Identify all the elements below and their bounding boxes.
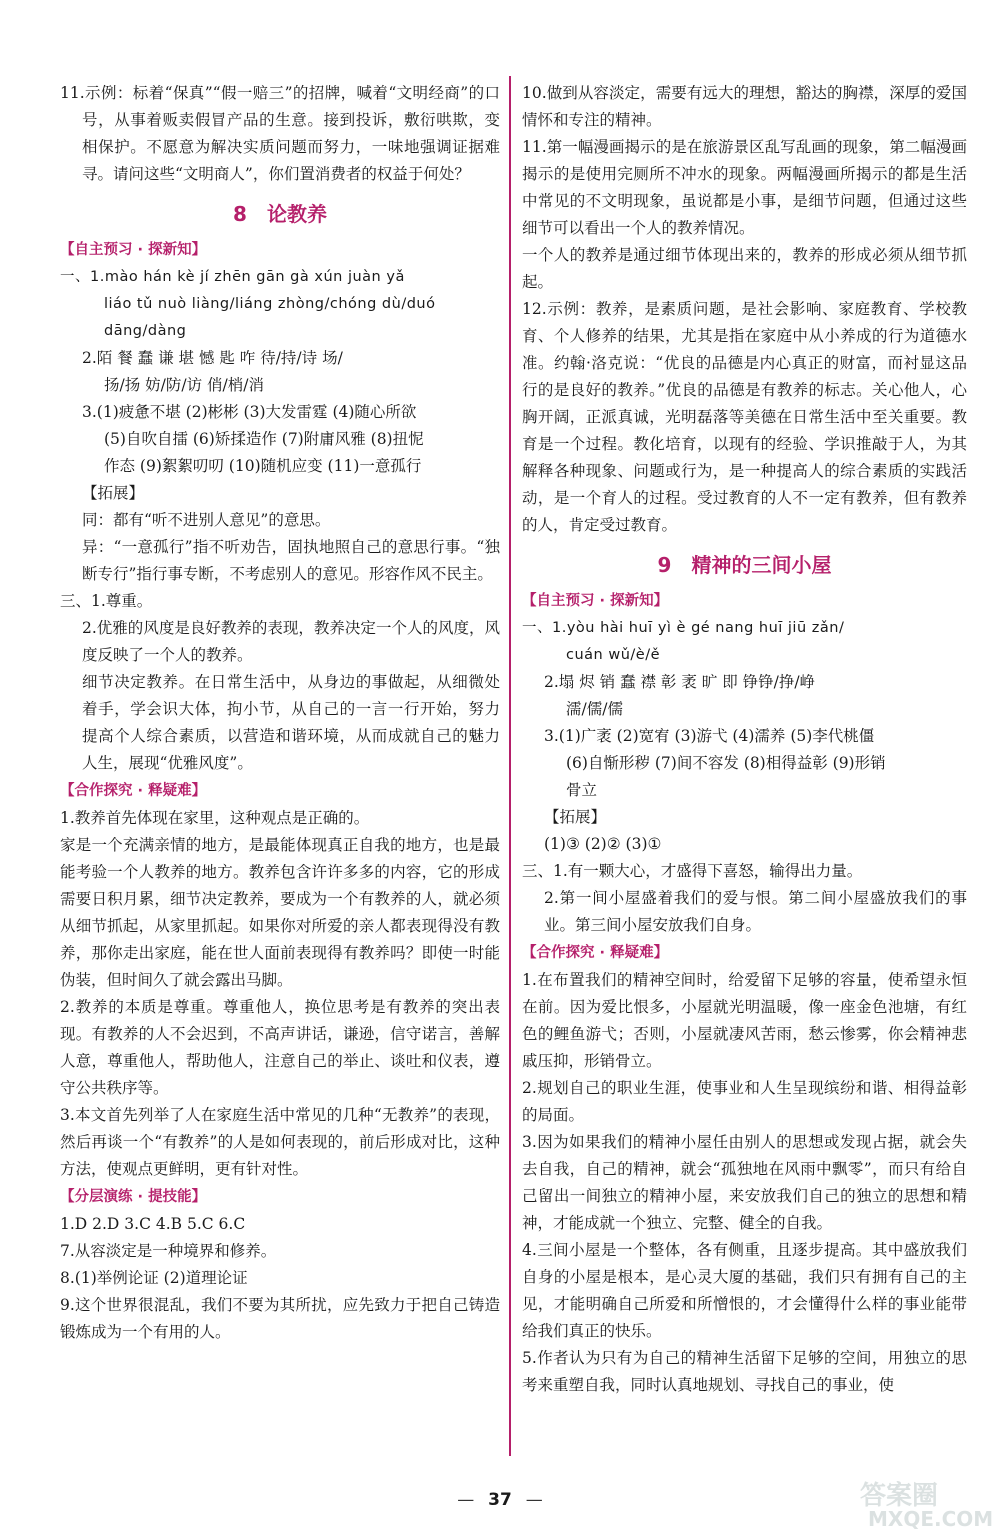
left-column: [60, 80, 500, 1346]
page-number-value: 37: [488, 1490, 512, 1510]
answer-3c: 作态 (9)絮絮叨叨 (10)随机应变 (11)一意孤行: [104, 457, 422, 475]
answer-11-right: 11.第一幅漫画揭示的是在旅游景区乱写乱画的现象，第二幅漫画揭示的是使用完厕所不冲水的现象。两幅漫画所揭示的都是生活中常见的不文明现象，虽说都是小事，是细节问题，但通过这些细节可以看出一个人的教养情况。: [522, 138, 967, 237]
right-column: [522, 80, 967, 1399]
extension9-label: 【拓展】: [544, 808, 607, 826]
section-preview-8: 【自主预习 · 探新知】: [60, 242, 207, 258]
answer9-2b: 濡/儒/儒: [566, 700, 623, 718]
coop-answer-3: 3.本文首先列举了人在家庭生活中常见的几种“无教养”的表现，然后再谈一个“有教养”的人是如何表现的，前后形成对比，这种方法，使观点更鲜明，更有针对性。: [60, 1106, 500, 1178]
pinyin9-line-2: cuán wǔ/è/ě: [566, 647, 661, 663]
answer9-2a: 2.塌 烬 销 蠢 襟 彰 袤 旷 即 铮铮/挣/峥: [544, 673, 816, 691]
answer-2b: 扬/扬 妨/防/访 俏/梢/消: [104, 376, 264, 394]
layer-answer-8: 8.(1)举例论证 (2)道理论证: [60, 1269, 248, 1287]
coop9-answer-1: 1.在布置我们的精神空间时，给爱留下足够的容量，使希望永恒在前。因为爱比恨多，小屋就光明温暖，像一座金色池塘，有红色的鲤鱼游弋；否则，小屋就凄风苦雨，愁云惨雾，你会精神悲戚压抑，形销骨立。: [522, 971, 967, 1070]
answer-11-right-b: 一个人的教养是通过细节体现出来的，教养的形成必须从细节抓起。: [522, 246, 967, 291]
lesson-9-title: 9 精神的三间小屋: [657, 553, 832, 577]
section-coop-9: 【合作探究 · 释疑难】: [522, 945, 669, 961]
section-layer-8: 【分层演练 · 提技能】: [60, 1189, 207, 1205]
pinyin9-line-1: 一、1.yòu hài huī yì è gé nang huī jiū zǎn/: [522, 620, 845, 636]
pinyin-line-2: liáo tǔ nuò liàng/liáng zhòng/chóng dù/duó: [104, 296, 436, 312]
answer-10-right: 10.做到从容淡定，需要有远大的理想，豁达的胸襟，深厚的爱国情怀和专注的精神。: [522, 84, 967, 129]
extension-diff: 异：“一意孤行”指不听劝告，固执地照自己的意思行事。“独断专行”指行事专断，不考虑别人的意见。形容作风不民主。: [82, 538, 500, 583]
extension9-answers: (1)③ (2)② (3)①: [544, 835, 662, 853]
lesson-8-title: 8 论教养: [233, 202, 327, 226]
answer-3a: 3.(1)疲惫不堪 (2)彬彬 (3)大发雷霆 (4)随心所欲: [82, 403, 417, 421]
coop9-answer-5: 5.作者认为只有为自己的精神生活留下足够的空间，用独立的思考来重塑自我，同时认真地规划、寻找自己的事业，使: [522, 1349, 967, 1394]
coop9-answer-4: 4.三间小屋是一个整体，各有侧重，且逐步提高。其中盛放我们自身的小屋是根本，是心灵大厦的基础，我们只有拥有自己的主见，才能明确自己所爱和所憎恨的，才会懂得什么样的事业能带给我们真正的快乐。: [522, 1241, 967, 1340]
pinyin-line-3: dāng/dàng: [104, 323, 187, 339]
layer-answer-7: 7.从容淡定是一种境界和修养。: [60, 1242, 277, 1260]
answer9-3c: 骨立: [566, 781, 598, 799]
part3-9-answer-2: 2.第一间小屋盛着我们的爱与恨。第二间小屋盛放我们的事业。第三间小屋安放我们自身。: [544, 889, 967, 934]
part3-answer-2b: 细节决定教养。在日常生活中，从身边的事做起，从细微处着手，学会识大体，拘小节，从自己的一言一行开始，努力提高个人综合素质，以营造和谐环境，从而成就自己的魅力人生，展现“优雅风度”。: [82, 673, 500, 772]
part3-answer-2: 2.优雅的风度是良好教养的表现，教养决定一个人的风度，风度反映了一个人的教养。: [82, 619, 500, 664]
page-dash-right: —: [525, 1490, 543, 1510]
coop-answer-1b: 家是一个充满亲情的地方，是最能体现真正自我的地方，也是最能考验一个人教养的地方。教养包含许许多多的内容，它的形成需要日积月累，细节决定教养，要成为一个有教养的人，就必须从细节抓起，从家里抓起。如果你对所爱的亲人都表现得没有教养，那你走出家庭，能在世人面前表现得有教养吗？即使一时能伪装，但时间久了就会露出马脚。: [60, 836, 500, 989]
answer-3b: (5)自吹自擂 (6)矫揉造作 (7)附庸风雅 (8)扭怩: [104, 430, 424, 448]
pinyin-line-1: 一、1.mào hán kè jí zhēn gān gà xún juàn yǎ: [60, 269, 405, 285]
part3-9-answer-1: 三、1.有一颗大心，才盛得下喜怒，输得出力量。: [522, 862, 863, 880]
coop9-answer-2: 2.规划自己的职业生涯，使事业和人生呈现缤纷和谐、相得益彰的局面。: [522, 1079, 967, 1124]
section-coop-8: 【合作探究 · 释疑难】: [60, 783, 207, 799]
layer-answer-1-6: 1.D 2.D 3.C 4.B 5.C 6.C: [60, 1215, 246, 1233]
extension-same: 同：都有“听不进别人意见”的意思。: [82, 511, 331, 529]
coop-answer-2: 2.教养的本质是尊重。尊重他人，换位思考是有教养的突出表现。有教养的人不会迟到，不高声讲话，谦逊，信守诺言，善解人意，尊重他人，帮助他人，注意自己的举止、谈吐和仪表，遵守公共秩序等。: [60, 998, 500, 1097]
answer9-3a: 3.(1)广袤 (2)宽宥 (3)游弋 (4)濡养 (5)李代桃僵: [544, 727, 875, 745]
answer9-3b: (6)自惭形秽 (7)间不容发 (8)相得益彰 (9)形销: [566, 754, 886, 772]
layer-answer-9: 9.这个世界很混乱，我们不要为其所扰，应先致力于把自己铸造锻炼成为一个有用的人。: [60, 1296, 500, 1341]
coop-answer-1: 1.教养首先体现在家里，这种观点是正确的。: [60, 809, 370, 827]
coop9-answer-3: 3.因为如果我们的精神小屋任由别人的思想或发现占据，就会失去自我，自己的精神，就会“孤独地在风雨中飘零”，而只有给自己留出一间独立的精神小屋，来安放我们自己的独立的思想和精神，才能成就一个独立、完整、健全的自我。: [522, 1133, 967, 1232]
watermark-line-1: 答案圈: [860, 1481, 939, 1511]
part3-answer-1: 三、1.尊重。: [60, 592, 153, 610]
watermark-line-2: MXQE.COM: [868, 1507, 994, 1531]
page-dash-left: —: [457, 1490, 475, 1510]
section-preview-9: 【自主预习 · 探新知】: [522, 593, 669, 609]
answer-2a: 2.陌 餐 蠢 谦 堪 憾 匙 咋 待/持/诗 场/: [82, 349, 343, 367]
extension-label: 【拓展】: [82, 484, 145, 502]
answer-11-left: 11.示例：标着“保真”“假一赔三”的招牌，喊着“文明经商”的口号，从事着贩卖假冒产品的生意。接到投诉，敷衍哄欺，变相保护。不愿意为解决实质问题而努力，一味地强调证据难寻。请问这些“文明商人”，你们置消费者的权益于何处？: [60, 84, 500, 183]
watermark-logo: [850, 1475, 994, 1533]
column-divider: [509, 76, 511, 1456]
answer-12-right: 12.示例：教养，是素质问题，是社会影响、家庭教育、学校教育、个人修养的结果，尤其是指在家庭中从小养成的行为道德水准。约翰·洛克说：“优良的品德是内心真正的财富，而衬显这品行的是良好的教养。”优良的品德是有教养的标志。关心他人，心胸开阔，正派真诚，光明磊落等美德在日常生活中至关重要。教育是一个过程。教化培育，以现有的经验、学识推敲于人，为其解释各种现象、问题或行为，是一种提高人的综合素质的实践活动，是一个育人的过程。受过教育的人不一定有教养，但有教养的人，肯定受过教育。: [522, 300, 967, 534]
